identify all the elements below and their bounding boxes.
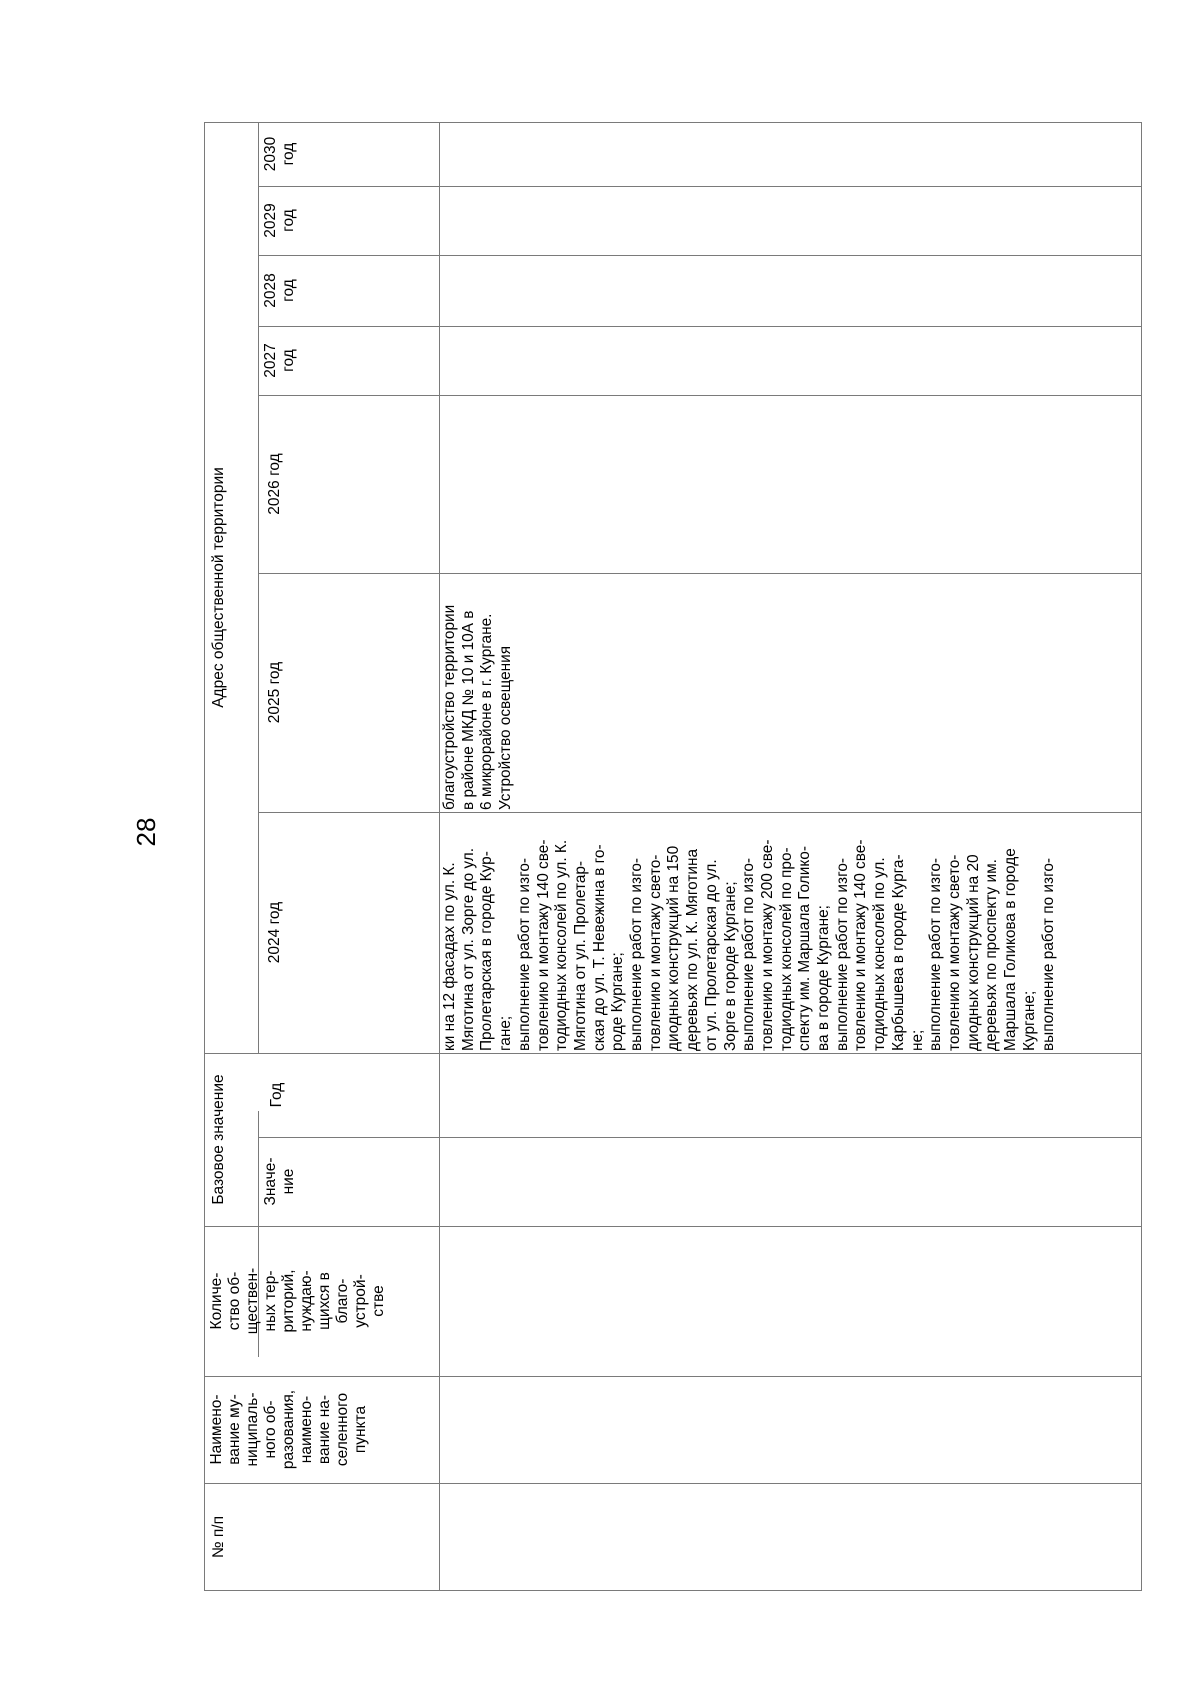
row-2025-text: благоустройство территории в районе МКД № 10 и 10А в 6 микрорайоне в г. Кургане. Устройство освещения [441, 604, 515, 810]
row-count [439, 1226, 1139, 1376]
row-base-value [439, 1137, 1139, 1226]
header-year-2025-cell [258, 573, 439, 812]
header-num: № п/п [210, 1515, 227, 1559]
row-2024-text: ки на 12 фасадах по ул. К. Мяготина от ул. Зорге до ул. Пролетарская в городе Кур- гане; выполнение работ по изго- товлению и монтажу 140 све- тодиодных консолей по ул. К. Мяготина от ул. Пролетар- ская до ул. Т. Невежина в го- роде Кургане; выполнение работ по изго- товлению и монтажу свето- диодных конструкций на 150 деревьях по ул. К. Мяготина от ул. Пролетарская до ул. Зорге в городе Кургане; выполнение работ по изго- товлению и монтажу 200 све- тодиодных консолей по про- спекту им. Маршала Голико- ва в городе Кургане; выполнение работ по изго- товлению и монтажу 140 све- тодиодных консолей по ул. Карбышева в городе Курга- не; выполнение работ по изго- товлению и монтажу свето- диодных конструкций на 20 деревьях по проспекту им. Маршала Голикова в городе Кургане; выполнение работ по изго- [441, 839, 1057, 1051]
header-year-2030: 2030 год [262, 136, 297, 172]
row-2026-cell [439, 395, 1141, 573]
row-municipality-cell [439, 1376, 1141, 1483]
header-municipality: Наимено- вание му- ниципаль- ного об- разования, наимено- вание на- селенного пункта [208, 1389, 369, 1470]
row-2030-cell [439, 122, 1141, 186]
header-year-2026: 2026 год [266, 453, 283, 515]
header-base-value-value: Значе- ние [262, 1157, 297, 1206]
header-count-cell [204, 1226, 439, 1376]
row-2029-text [439, 186, 1139, 255]
header-year-2030-cell [258, 122, 439, 186]
row-2028-cell [439, 255, 1141, 326]
header-year-2028-cell [258, 255, 439, 326]
header-base-value-year-cell [258, 1053, 439, 1137]
header-year-2028: 2028 год [262, 273, 297, 308]
header-base-value-value-cell [258, 1137, 439, 1226]
header-year-2027-cell [258, 326, 439, 395]
header-year-2024-cell [258, 812, 439, 1053]
header-year-2026-cell [258, 395, 439, 573]
row-municipality [439, 1376, 1139, 1483]
header-address: Адрес общественной территории [210, 467, 227, 708]
row-2027-cell [439, 326, 1141, 395]
row-base-year-cell [439, 1053, 1141, 1137]
header-year-2025: 2025 год [266, 661, 283, 724]
header-year-2027: 2027 год [262, 343, 297, 378]
row-num-cell [439, 1483, 1141, 1590]
row-2025-cell [439, 573, 1141, 812]
header-base-value-year: Год [268, 1082, 285, 1108]
row-2026-text [439, 395, 1139, 573]
row-2027-text [439, 326, 1139, 395]
header-municipality-cell [204, 1376, 439, 1483]
header-year-2029: 2029 год [262, 203, 297, 238]
header-year-2024: 2024 год [266, 901, 283, 964]
header-num-cell [204, 1483, 258, 1590]
row-2028-text [439, 255, 1139, 326]
row-2024-cell [439, 812, 1141, 1053]
header-count: Количе- ство об- ществен- ных тер- риторий, нуждаю- щихся в благо- устрой- стве [208, 1267, 387, 1335]
rotated-table [204, 122, 1142, 1591]
row-base-year [439, 1053, 1139, 1137]
row-2029-cell [439, 186, 1141, 255]
page-number: 28 [131, 817, 161, 847]
row-num [439, 1483, 1139, 1590]
row-count-cell [439, 1226, 1141, 1376]
row-2030-text [439, 122, 1139, 186]
header-address-cell [204, 122, 258, 1053]
header-base-value: Базовое значение [210, 1074, 227, 1205]
header-year-2029-cell [258, 186, 439, 255]
row-base-value-cell [439, 1137, 1141, 1226]
header-base-value-cell [204, 1053, 258, 1226]
